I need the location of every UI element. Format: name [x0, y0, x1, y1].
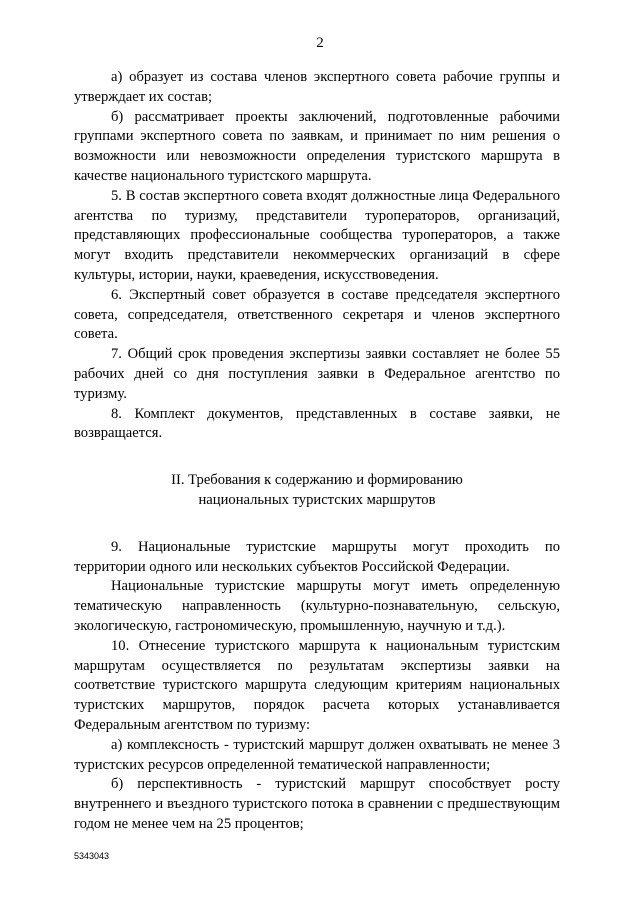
- paragraph: Национальные туристские маршруты могут иметь определенную тематическую направленность (культурно-познавательную, сельскую, экологическую, гастрономическую, промышленную, научную и т.д.).: [74, 578, 560, 634]
- paragraph: б) рассматривает проекты заключений, подготовленные рабочими группами экспертного совета по заявкам, и принимает по ним решения о возможности или невозможности определения туристского маршрута в качестве национального туристского маршрута.: [74, 108, 560, 184]
- paragraph: 7. Общий срок проведения экспертизы заявки составляет не более 55 рабочих дней со дня поступления заявки в Федеральное агентство по туризму.: [74, 346, 560, 402]
- section-heading-line-2: национальных туристских маршрутов: [198, 491, 436, 508]
- page-number: 2: [316, 35, 324, 51]
- paragraph: 8. Комплект документов, представленных в составе заявки, не возвращается.: [74, 405, 560, 442]
- section-heading: [74, 471, 560, 511]
- document-body: [74, 68, 560, 835]
- paragraph: 5. В состав экспертного совета входят должностные лица Федерального агентства по туризму, представители туроператоров, организаций, представляющих профессиональные сообщества туроператоров, а также могут входить представители некоммерческих организаций в сфере культуры, истории, науки, краеведения, искусствоведения.: [74, 187, 560, 283]
- paragraph: б) перспективность - туристский маршрут способствует росту внутреннего и въездного туристского потока в сравнении с предшествующим годом не менее чем на 25 процентов;: [74, 776, 560, 832]
- paragraph: а) комплексность - туристский маршрут должен охватывать не менее 3 туристских ресурсов определенной тематической направленности;: [74, 736, 560, 773]
- section-heading-line-1: II. Требования к содержанию и формированию: [171, 472, 463, 489]
- paragraph: 9. Национальные туристские маршруты могут проходить по территории одного или нескольких субъектов Российской Федерации.: [74, 538, 560, 575]
- paragraph: 10. Отнесение туристского маршрута к национальным туристским маршрутам осуществляется по результатам экспертизы заявки на соответствие туристского маршрута следующим критериям национальных туристских маршрутов, порядок расчета которых устанавливается Федеральным агентством по туризму:: [74, 637, 560, 733]
- paragraph: а) образует из состава членов экспертного совета рабочие группы и утверждает их состав;: [74, 69, 560, 105]
- document-code: 5343043: [74, 851, 110, 861]
- paragraph: 6. Экспертный совет образуется в составе председателя экспертного совета, сопредседателя, ответственного секретаря и членов экспертного совета.: [74, 286, 560, 343]
